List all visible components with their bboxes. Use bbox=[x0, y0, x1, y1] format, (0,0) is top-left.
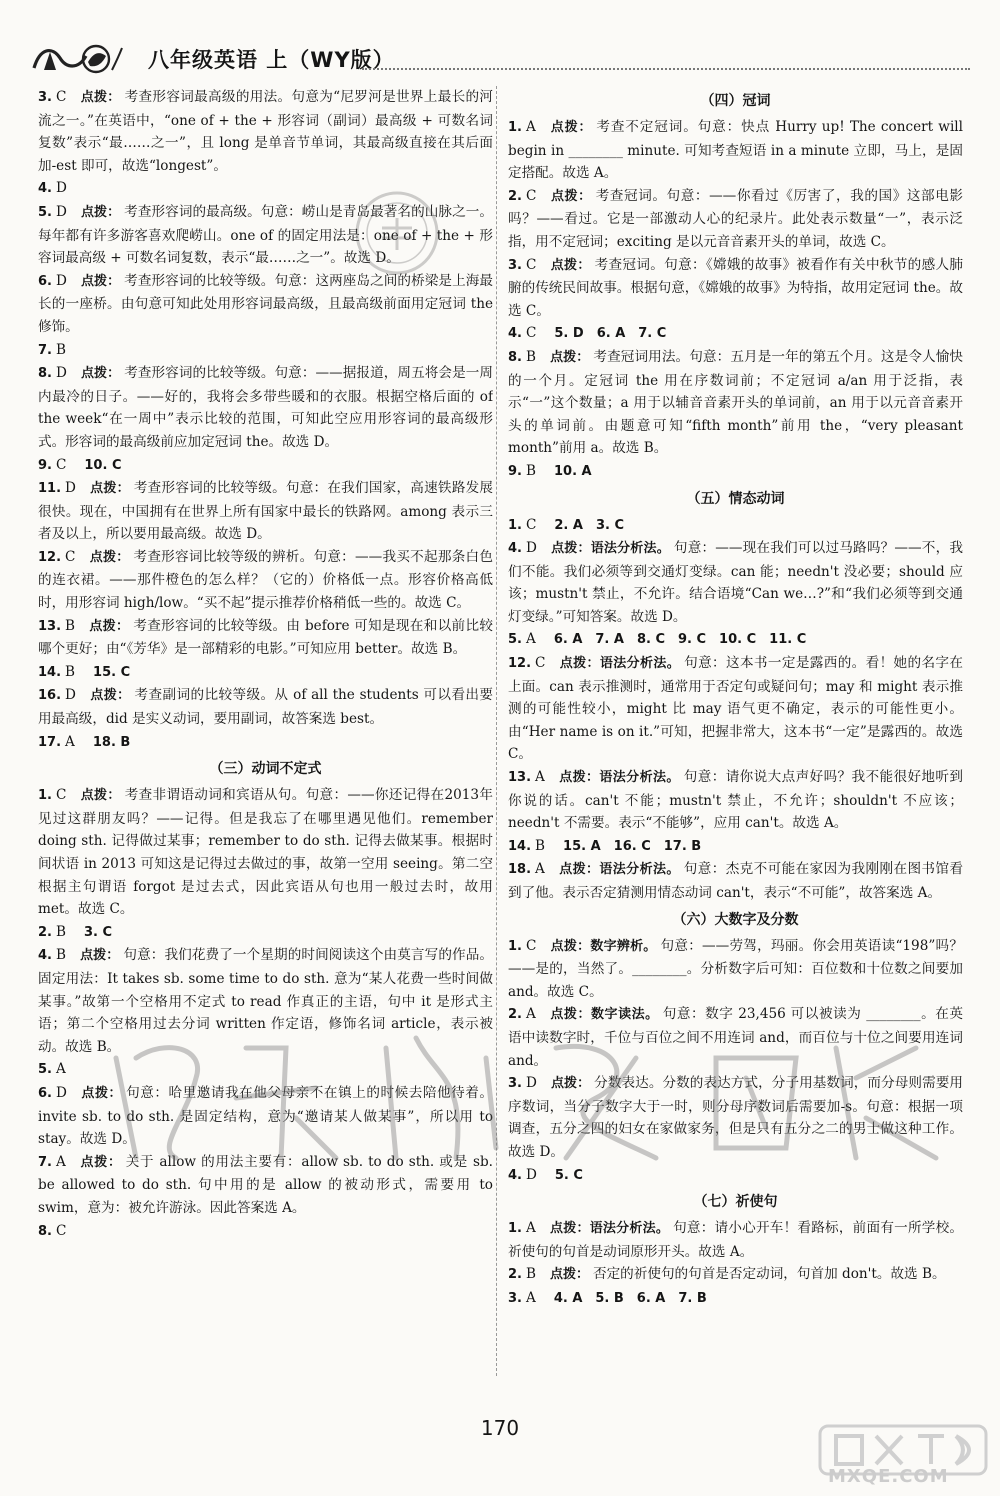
answer-item bbox=[38, 477, 493, 546]
answer-choice: D bbox=[65, 687, 76, 704]
hint-label: 点拨：语法分析法。 bbox=[558, 862, 680, 878]
hint-label: 点拨： bbox=[80, 1085, 123, 1101]
hint-label: 点拨：数字读法。 bbox=[549, 1007, 659, 1023]
answer-choice: D bbox=[55, 272, 67, 289]
explanation-text: 句意：——劳驾，玛丽。你会用英语读“198”吗？——是的，当然了。________。分析数字后可知：百位数和十位数之间要加 and。故选 C。 bbox=[508, 937, 963, 1000]
hint-label: 点拨： bbox=[80, 273, 121, 289]
more-answers: 15. C bbox=[93, 664, 131, 680]
answer-item bbox=[508, 1287, 963, 1311]
question-number: 9. bbox=[38, 457, 52, 473]
more-answers: 2. A 3. C bbox=[554, 517, 625, 533]
explanation-text: 考查形容词的比较等级。句意：这两座岛之间的桥梁是上海最长的一座桥。由句意可知此处用形容词最高级，且最高级前面用定冠词 the 修饰。 bbox=[38, 272, 493, 335]
explanation-text: 考查非谓语动词和宾语从句。句意：——你还记得在2013年见过这群朋友吗？——记得。但是我忘了在哪里遇见他们。remember doing sth. 记得做过某事；remember to do sth. 记得去做某事。根据时间状语 in 2013 可知这是记得过去做过的事，故第一空用 seeing。第二空根据主句谓语 forgot 是过去式，因此宾语从句也用一般过去时，故用 met。故选 C。 bbox=[38, 787, 493, 918]
section-heading: （五）情态动词 bbox=[686, 490, 785, 507]
more-answers: 10. C bbox=[84, 457, 122, 473]
question-number: 2. bbox=[38, 924, 52, 940]
question-number: 8. bbox=[38, 1223, 52, 1239]
answer-item bbox=[508, 935, 963, 1004]
answer-choice: B bbox=[525, 1266, 536, 1283]
explanation-text: 句意：杰克不可能在家因为我刚刚在图书馆看到了他。表示否定猜测用情态动词 can't，表示“不可能”，故答案选 A。 bbox=[508, 861, 963, 901]
explanation-text: 考查副词的比较等级。从 of all the students 可以看出要用最高级，did 是实义动词，要用副词，故答案选 best。 bbox=[38, 687, 493, 728]
question-number: 9. bbox=[508, 463, 522, 479]
answer-choice: C bbox=[525, 187, 537, 204]
hint-label: 点拨： bbox=[550, 1076, 591, 1092]
answer-choice: A bbox=[525, 1006, 536, 1023]
answer-choice: B bbox=[55, 923, 66, 940]
hint-label: 点拨：数字辨析。 bbox=[550, 938, 657, 954]
answer-choice: C bbox=[525, 516, 537, 533]
answer-choice: D bbox=[525, 540, 537, 557]
explanation-text: 考查形容词的比较等级。由 before 可知是现在和以前比较哪个更好；由“《芳华》是一部精彩的电影。”可知应用 better。故选 B。 bbox=[38, 617, 493, 658]
answer-item bbox=[38, 684, 493, 730]
question-number: 4. bbox=[508, 326, 522, 342]
question-number: 2. bbox=[508, 1007, 522, 1023]
explanation-text: 考查形容词的最高级。句意：崂山是青岛最著名的山脉之一。每年都有许多游客喜欢爬崂山。one of 的固定用法是：one of + the + 形容词最高级 + 可数名词复数，表示“最……之一”。故选 D。 bbox=[38, 203, 493, 267]
question-number: 13. bbox=[508, 770, 532, 786]
answer-item bbox=[508, 537, 963, 628]
question-number: 2. bbox=[508, 188, 522, 204]
answer-choice: A bbox=[535, 861, 545, 878]
more-answers: 3. C bbox=[83, 924, 113, 940]
question-number: 1. bbox=[508, 1221, 522, 1237]
answer-choice: D bbox=[65, 480, 76, 497]
hint-label: 点拨： bbox=[549, 349, 590, 365]
more-answers: 6. A 7. A 8. C 9. C 10. C 11. C bbox=[553, 632, 807, 648]
answer-item bbox=[508, 514, 963, 538]
question-number: 17. bbox=[38, 734, 62, 750]
more-answers: 5. D 6. A 7. C bbox=[554, 326, 667, 342]
explanation-text: 句意：——现在我们可以过马路吗？——不，我们不能。我们必须等到交通灯变绿。can 能；needn't 没必要；should 应该；mustn't 禁止，不允许。结合语境“Can we…?”和“我们必须等到交通灯变绿。”可知答案。故选 D。 bbox=[508, 540, 963, 625]
answer-item bbox=[508, 346, 963, 460]
more-answers: 18. B bbox=[92, 734, 131, 750]
answer-item bbox=[508, 628, 963, 652]
answer-item bbox=[508, 460, 963, 484]
handwritten-watermark bbox=[96, 1018, 956, 1168]
answer-item bbox=[508, 185, 963, 254]
hint-label: 点拨： bbox=[550, 257, 591, 273]
answer-item bbox=[38, 86, 493, 177]
hint-label: 点拨： bbox=[550, 188, 592, 204]
answer-item bbox=[38, 731, 493, 755]
book-title: 八年级英语 上（WY版） bbox=[148, 48, 395, 72]
hint-label: 点拨： bbox=[80, 90, 121, 105]
question-number: 3. bbox=[508, 1290, 522, 1306]
more-answers: 5. C bbox=[554, 1167, 583, 1183]
question-number: 14. bbox=[508, 838, 532, 854]
section-heading: （七）祈使句 bbox=[693, 1194, 778, 1211]
answer-item bbox=[508, 116, 963, 185]
answer-item bbox=[38, 615, 493, 661]
hint-label: 点拨： bbox=[79, 948, 120, 964]
question-number: 8. bbox=[508, 349, 522, 365]
answer-choice: C bbox=[55, 1222, 67, 1239]
question-number: 12. bbox=[508, 656, 532, 672]
question-number: 7. bbox=[38, 1154, 52, 1170]
question-number: 4. bbox=[38, 948, 52, 964]
question-number: 4. bbox=[38, 181, 52, 197]
explanation-text: 考查形容词的比较等级。句意：在我们国家，高速铁路发展很快。现在，中国拥有在世界上所有国家中最长的铁路网。among 表示三者及以上，所以要用最高级。故选 D。 bbox=[38, 480, 493, 543]
hint-label: 点拨： bbox=[79, 1154, 122, 1170]
question-number: 18. bbox=[508, 862, 532, 878]
question-number: 5. bbox=[38, 204, 52, 220]
answer-choice: D bbox=[525, 1166, 537, 1183]
question-number: 11. bbox=[38, 481, 62, 497]
answer-item bbox=[38, 921, 493, 945]
answer-choice: B bbox=[55, 947, 66, 964]
answer-item bbox=[508, 652, 963, 766]
hint-label: 点拨： bbox=[89, 618, 130, 634]
question-number: 1. bbox=[508, 938, 522, 954]
answer-choice: B bbox=[525, 462, 536, 479]
answer-choice: B bbox=[525, 348, 536, 365]
answer-choice: C bbox=[55, 89, 67, 105]
answer-choice: C bbox=[525, 325, 537, 342]
answer-item bbox=[38, 270, 493, 339]
answer-choice: C bbox=[55, 787, 67, 804]
hint-label: 点拨： bbox=[89, 688, 131, 704]
hint-label: 点拨： bbox=[80, 204, 121, 220]
section-heading: （六）大数字及分数 bbox=[672, 911, 799, 928]
hint-label: 点拨： bbox=[549, 120, 593, 135]
explanation-text: 分数表达。分数的表达方式，分子用基数词，而分母则需要用序数词，当分子数字大于一时，则分母序数词后需要加-s。句意：根据一项调查，五分之四的妇女在家做家务，但是只有五分之二的男士做这种工作。故选 D。 bbox=[508, 1075, 963, 1160]
more-answers: 4. A 5. B 6. A 7. B bbox=[553, 1290, 707, 1306]
hint-label: 点拨：语法分析法。 bbox=[549, 1221, 670, 1237]
answer-choice: B bbox=[65, 617, 76, 634]
answer-choice: A bbox=[55, 1061, 66, 1078]
answer-choice: B bbox=[535, 837, 546, 854]
explanation-text: 句意：数字 23,456 可以被读为 ________。在英语中读数字时，千位与百位之间不用连词 and，而百位与十位之间要用连词 and。 bbox=[508, 1006, 963, 1069]
explanation-text: 考查形容词最高级的用法。句意为“尼罗河是世界上最长的河流之一。”在英语中，“one of + the + 形容词（副词）最高级 + 可数名词复数”表示“最……之一”，且 long 是单音节单词，其最高级直接在其后面加-est 即可，故选“longest”。 bbox=[38, 89, 493, 174]
explanation-text: 考查冠词。句意：——你看过《厉害了，我的国》这部电影吗？——看过。它是一部激动人心的纪录片。此处表示数量“一”，表示泛指，用不定冠词；exciting 是以元音音素开头的单词，故选 C。 bbox=[508, 187, 963, 250]
answer-item bbox=[38, 454, 493, 478]
explanation-text: 句意：这本书一定是露西的。看！她的名字在上面。can 表示推测时，通常用于否定句或疑问句；may 和 might 表示推测的可能性较小，might 比 may 语气更不确定，表示的可能性更小。由“Her name is on it.”可知，把握非常大，这本书“一定”是露西的。故选 C。 bbox=[508, 655, 963, 763]
answer-choice: B bbox=[65, 663, 76, 680]
answer-choice: D bbox=[55, 203, 67, 220]
answer-choice: D bbox=[55, 365, 67, 382]
answer-item bbox=[508, 322, 963, 346]
section-heading: （四）冠词 bbox=[700, 93, 771, 109]
answer-choice: A bbox=[55, 1153, 66, 1170]
site-url-watermark: MXQE.COM bbox=[828, 1466, 949, 1487]
question-number: 2. bbox=[508, 1267, 522, 1283]
answer-choice: A bbox=[65, 733, 75, 750]
hint-label: 点拨： bbox=[80, 788, 121, 804]
header-rule bbox=[362, 68, 970, 70]
question-number: 5. bbox=[508, 632, 522, 648]
explanation-text: 关于 allow 的用法主要有：allow sb. to do sth. 或是 sb. be allowed to do sth. 句中用的是 allow 的被动形式，需要用 to swim，意为：被允许游泳。因此答案选 A。 bbox=[38, 1153, 493, 1216]
question-number: 13. bbox=[38, 618, 62, 634]
answer-choice: C bbox=[55, 456, 67, 473]
left-column bbox=[38, 86, 493, 1406]
explanation-text: 句意：请你说大点声好吗？我不能很好地听到你说的话。can't 不能；mustn't 禁止，不允许；shouldn't 不应该；needn't 不需要。表示“不能够”，应用 can't。故选 A。 bbox=[508, 769, 963, 832]
answer-choice: A bbox=[525, 1220, 536, 1237]
answer-item bbox=[508, 835, 963, 859]
explanation-text: 考查形容词的比较等级。句意：——据报道，周五将会是一周内最冷的日子。——好的，我将会多带些暖和的衣服。根据空格后面的 of the week“在一周中”表示比较的范围，可知此空应用形容词的最高级形式。形容词的最高级前应加定冠词 the。故选 D。 bbox=[38, 365, 493, 450]
question-number: 14. bbox=[38, 664, 62, 680]
answer-choice: C bbox=[525, 937, 537, 954]
hint-label: 点拨：语法分析法。 bbox=[550, 541, 670, 557]
page-header bbox=[30, 38, 970, 82]
hint-label: 点拨： bbox=[89, 549, 130, 565]
more-answers: 15. A 16. C 17. B bbox=[563, 838, 702, 854]
answer-item bbox=[38, 546, 493, 615]
answer-item bbox=[38, 661, 493, 685]
question-number: 1. bbox=[508, 517, 522, 533]
question-number: 1. bbox=[508, 120, 522, 135]
section-heading: （三）动词不定式 bbox=[209, 761, 322, 778]
question-number: 1. bbox=[38, 788, 52, 804]
hint-label: 点拨：语法分析法。 bbox=[558, 770, 680, 786]
page-number: 170 bbox=[480, 1416, 520, 1440]
explanation-text: 否定的祈使句的句首是否定动词，句首加 don't。故选 B。 bbox=[593, 1266, 946, 1283]
answer-choice: A bbox=[535, 769, 545, 786]
series-logo-icon bbox=[30, 42, 125, 76]
answer-item bbox=[508, 1217, 963, 1263]
question-number: 6. bbox=[38, 1085, 52, 1101]
answer-choice: D bbox=[55, 1084, 67, 1101]
question-number: 3. bbox=[508, 257, 522, 273]
right-column bbox=[508, 86, 963, 1406]
question-number: 3. bbox=[38, 90, 52, 105]
question-number: 4. bbox=[508, 541, 522, 557]
answer-item bbox=[508, 858, 963, 904]
explanation-text: 考查不定冠词。句意：快点 Hurry up! The concert will begin in ________ minute. 可知考查短语 in a minute 立即，马上，是固定搭配。故选 A。 bbox=[508, 119, 963, 182]
hint-label: 点拨： bbox=[549, 1267, 589, 1283]
explanation-text: 句意：我们花费了一个星期的时间阅读这个由莫言写的作品。固定用法：It takes sb. some time to do sth. 意为“某人花费一些时间做某事。”故第一个空格用不定式 to read 作真正的主语，句中 it 是形式主语；第二个空格用过去分词 written 作定语，修饰名词 article，表示被动。故选 B。 bbox=[38, 947, 493, 1055]
answer-choice: C bbox=[535, 655, 546, 672]
answer-item bbox=[38, 362, 493, 453]
answer-item bbox=[38, 1220, 493, 1244]
question-number: 3. bbox=[508, 1076, 522, 1092]
question-number: 8. bbox=[38, 366, 52, 382]
answer-choice: D bbox=[525, 1075, 537, 1092]
hint-label: 点拨： bbox=[80, 366, 121, 382]
question-number: 16. bbox=[38, 688, 62, 704]
explanation-text: 句意：哈里邀请我在他父母亲不在镇上的时候去陪他待着。invite sb. to do sth. 是固定结构，意为“邀请某人做某事”，所以用 to stay。故选 D。 bbox=[38, 1084, 493, 1148]
answer-item bbox=[38, 784, 493, 921]
question-number: 7. bbox=[38, 342, 52, 358]
explanation-text: 句意：请小心开车！看路标，前面有一所学校。祈使句的句首是动词原形开头。故选 A。 bbox=[508, 1220, 963, 1260]
answer-choice: A bbox=[525, 119, 536, 135]
answer-choice: D bbox=[55, 180, 67, 197]
answer-item bbox=[508, 254, 963, 323]
answer-item bbox=[38, 339, 493, 363]
more-answers: 10. A bbox=[553, 463, 592, 479]
answer-item bbox=[508, 766, 963, 835]
column-divider bbox=[496, 86, 497, 1376]
hint-label: 点拨：语法分析法。 bbox=[559, 656, 681, 672]
answer-choice: C bbox=[525, 256, 537, 273]
answer-choice: C bbox=[65, 548, 76, 565]
question-number: 12. bbox=[38, 549, 62, 565]
answer-item bbox=[508, 1263, 963, 1287]
explanation-text: 考查冠词。句意：《嫦娥的故事》被看作有关中秋节的感人肺腑的传统民间故事。根据句意，《嫦娥的故事》为特指，故用定冠词 the。故选 C。 bbox=[508, 256, 963, 319]
explanation-text: 考查冠词用法。句意：五月是一年的第五个月。这是令人愉快的一个月。定冠词 the 用在序数词前；不定冠词 a/an 用于泛指，表示“一”这个数量；a 用于以辅音音素开头的单词前，an 用于以元音音素开头的单词前。由题意可知“fifth month”前用 the，“very pleasant month”前用 a。故选 B。 bbox=[508, 348, 963, 457]
question-number: 6. bbox=[38, 273, 52, 289]
question-number: 4. bbox=[508, 1167, 522, 1183]
explanation-text: 考查形容词比较等级的辨析。句意：——我买不起那条白色的连衣裙。——那件橙色的怎么样？（它的）价格低一点。形容价格高低时，用形容词 high/low。“买不起”提示推荐价格稍低一些的。故选 C。 bbox=[38, 548, 493, 612]
answer-choice: A bbox=[525, 631, 536, 648]
stamp-watermark bbox=[352, 188, 442, 278]
question-number: 5. bbox=[38, 1062, 52, 1078]
answer-choice: B bbox=[55, 341, 66, 358]
answer-choice: A bbox=[525, 1289, 536, 1306]
hint-label: 点拨： bbox=[89, 481, 130, 497]
